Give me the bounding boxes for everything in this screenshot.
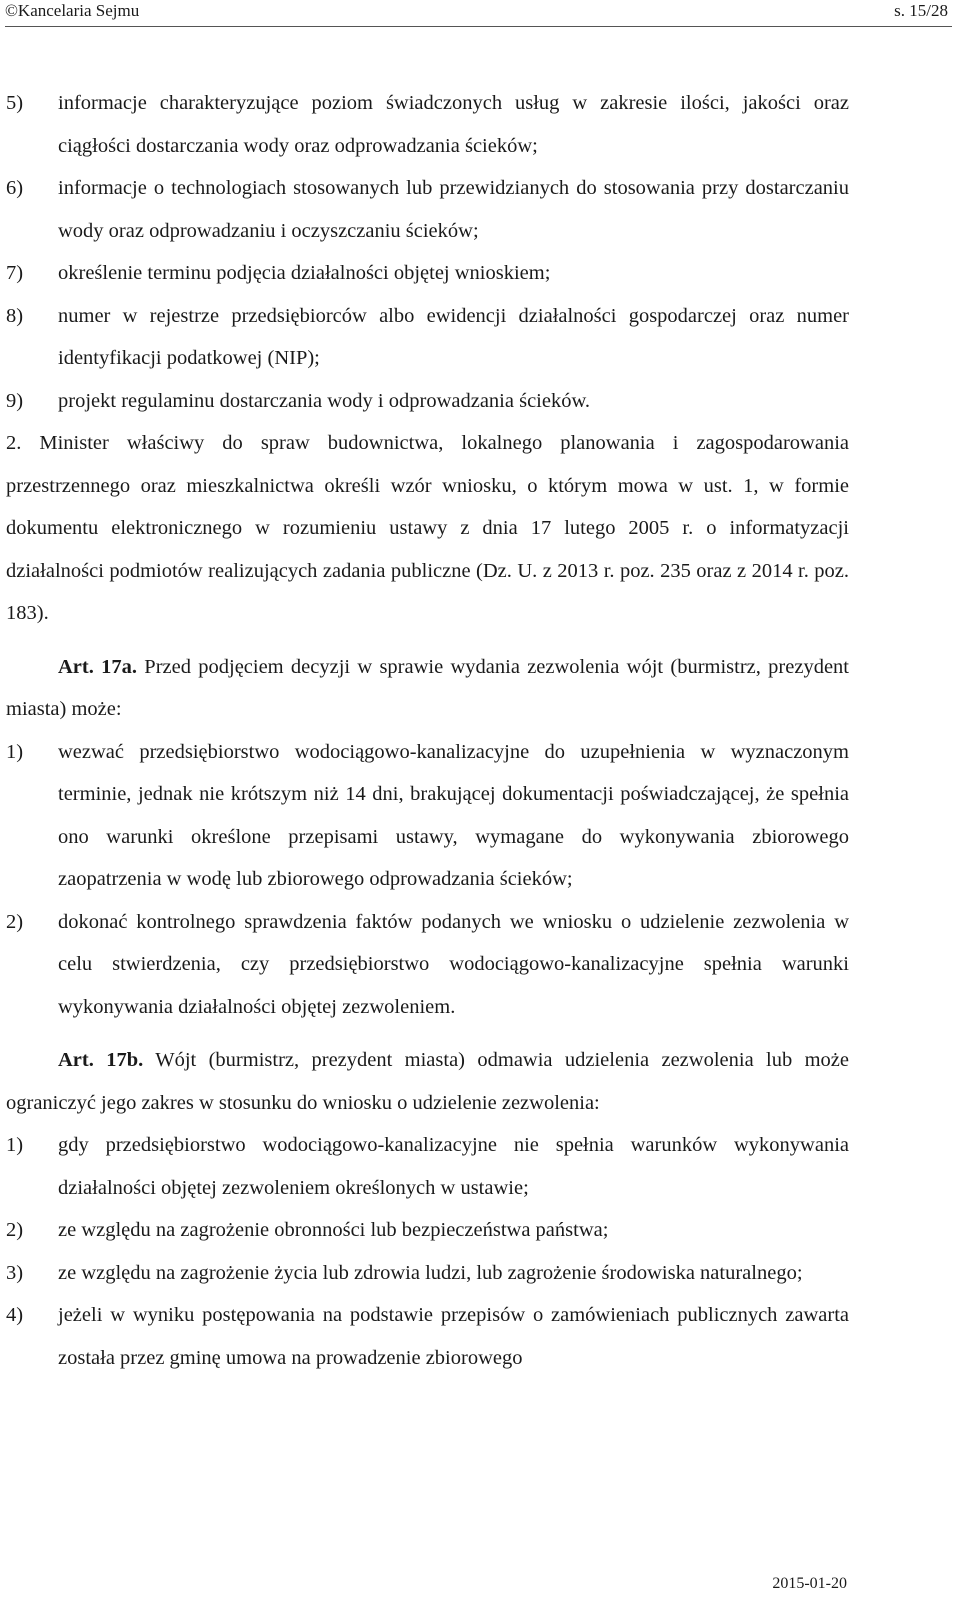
item-number: 2) <box>6 910 24 933</box>
item-number: 4) <box>6 1304 24 1326</box>
header-source: ©Kancelaria Sejmu <box>5 1 140 20</box>
item-text: określenie terminu podjęcia działalności objętej wnioskiem; <box>58 262 551 284</box>
list-item <box>6 82 849 167</box>
footer-date: 2015-01-20 <box>772 1575 847 1592</box>
item-number: 6) <box>6 177 24 199</box>
header-page-number: s. 15/28 <box>894 1 948 20</box>
item-number: 1) <box>6 740 24 763</box>
item-text: informacje charakteryzujące poziom świadczonych usług w zakresie ilości, jakości oraz ciągłości dostarczania wody oraz odprowadzania ścieków; <box>58 92 849 157</box>
header-divider <box>5 26 952 27</box>
list-item <box>6 295 849 380</box>
article-17a-intro <box>6 646 849 731</box>
article-17b-intro <box>6 1039 849 1124</box>
item-number: 7) <box>6 262 24 284</box>
item-text: wezwać przedsiębiorstwo wodociągowo-kanalizacyjne do uzupełnienia w wyznaczonym terminie, jednak nie krótszym niż 14 dni, brakującej dokumentacji poświadczającej, że spełnia ono warunki określone przepisami ustawy, wymagane do wykonywania zbiorowego zaopatrzenia w wodę lub zbiorowego odprowadzania ścieków; <box>58 740 849 890</box>
item-number: 5) <box>6 92 24 114</box>
item-text: dokonać kontrolnego sprawdzenia faktów podanych we wniosku o udzielenie zezwolenia w celu stwierdzenia, czy przedsiębiorstwo wodociągowo-kanalizacyjne spełnia warunki wykonywania działalności objętej zezwoleniem. <box>58 910 849 1018</box>
list-item <box>6 167 849 252</box>
item-number: 8) <box>6 304 24 327</box>
paragraph-2: 2. Minister właściwy do spraw budownictwa, lokalnego planowania i zagospodarowania przestrzennego oraz mieszkalnictwa określi wzór wniosku, o którym mowa w ust. 1, w formie dokumentu elektronicznego w rozumieniu ustawy z dnia 17 lutego 2005 r. o informatyzacji działalności podmiotów realizujących zadania publiczne (Dz. U. z 2013 r. poz. 235 oraz z 2014 r. poz. 183). <box>6 432 849 624</box>
list-item <box>6 1252 849 1295</box>
item-text: gdy przedsiębiorstwo wodociągowo-kanalizacyjne nie spełnia warunków wykonywania działalności objętej zezwoleniem określonych w ustawie; <box>58 1134 849 1199</box>
item-text: ze względu na zagrożenie obronności lub bezpieczeństwa państwa; <box>58 1219 609 1241</box>
list-item <box>6 901 849 1029</box>
item-text: projekt regulaminu dostarczania wody i odprowadzania ścieków. <box>58 389 591 412</box>
document-body <box>6 82 849 1379</box>
item-text: informacje o technologiach stosowanych lub przewidzianych do stosowania przy dostarczaniu wody oraz odprowadzaniu i oczyszczaniu ścieków; <box>58 177 849 242</box>
list-item <box>6 1294 849 1379</box>
article-17b-text: Wójt (burmistrz, prezydent miasta) odmawia udzielenia zezwolenia lub może ograniczyć jego zakres w stosunku do wniosku o udzielenie zezwolenia: <box>6 1049 849 1114</box>
item-number: 2) <box>6 1219 24 1241</box>
list-item <box>6 1124 849 1209</box>
list-item <box>6 1209 849 1252</box>
item-number: 1) <box>6 1134 24 1156</box>
article-17b-label: Art. 17b. <box>58 1049 144 1071</box>
item-number: 9) <box>6 389 24 412</box>
list-item <box>6 731 849 901</box>
list-item <box>6 252 849 295</box>
list-item <box>6 380 849 423</box>
item-number: 3) <box>6 1261 24 1284</box>
article-17a-label: Art. 17a. <box>58 655 138 678</box>
article-17a-text: Przed podjęciem decyzji w sprawie wydania zezwolenia wójt (burmistrz, prezydent miasta) może: <box>6 655 850 720</box>
item-text: numer w rejestrze przedsiębiorców albo ewidencji działalności gospodarczej oraz numer identyfikacji podatkowej (NIP); <box>58 304 849 369</box>
item-text: jeżeli w wyniku postępowania na podstawie przepisów o zamówieniach publicznych zawarta została przez gminę umowa na prowadzenie zbiorowego <box>58 1304 849 1369</box>
item-text: ze względu na zagrożenie życia lub zdrowia ludzi, lub zagrożenie środowiska naturalnego; <box>58 1261 803 1284</box>
